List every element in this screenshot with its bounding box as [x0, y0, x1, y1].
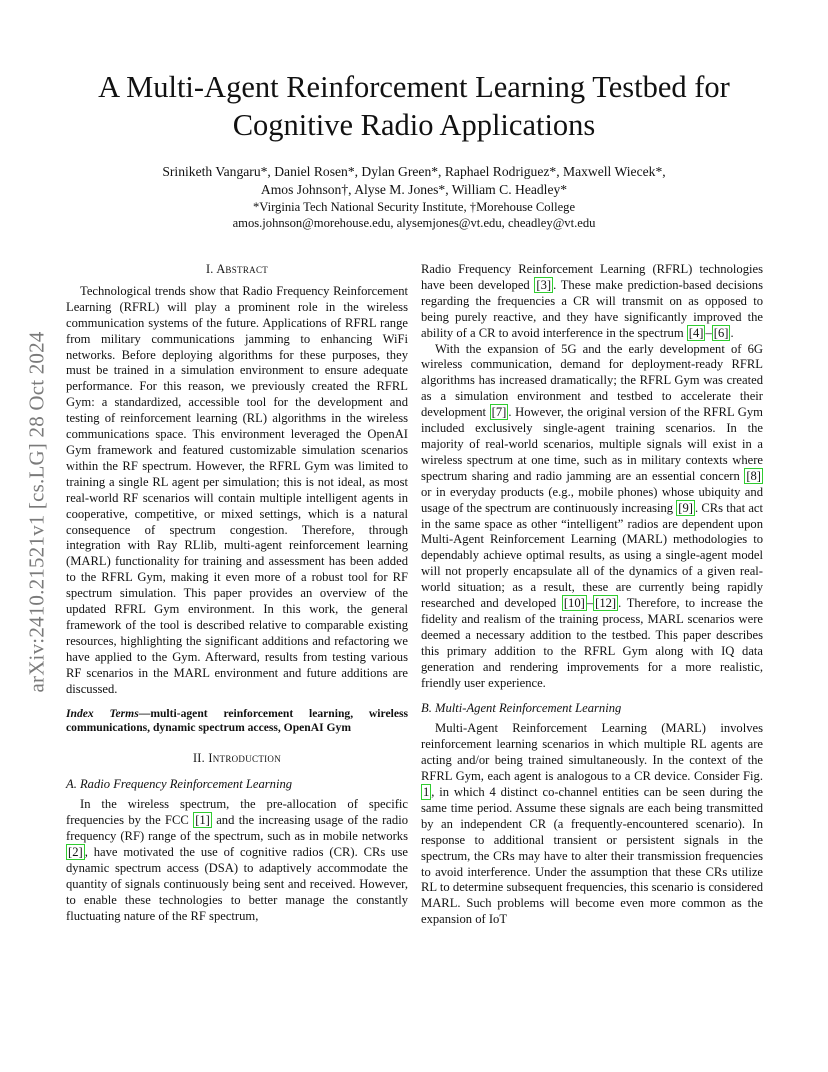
subsection-a-paragraph-1-continued: Radio Frequency Reinforcement Learning (RFRL) technologies have been developed [3] . These make prediction-based decisions regarding the frequencies a CR will transmit on as opposed to being purely reactive, and they have significantly improved the ability of a CR to avoid interference in the spectrum [4] – [6] .	[421, 262, 763, 340]
citation-link[interactable]: [9]	[678, 500, 693, 515]
subsection-a-paragraph-2: With the expansion of 5G and the early development of 6G wireless communication, demand for deployment-ready RFRL algorithms has increased dramatically; the RFRL Gym was created as a simulation environment and testbed to accelerate their development [7] . However, the original version of the RFRL Gym included exclusively single-agent training scenarios. In the majority of real-world scenarios, multiple signals will exist in a wireless spectrum at one time, such as in military contexts where spectrum sharing and radio jamming are an essential concern [8] or in everyday products (e.g., mobile phones) whose ubiquity and usage of the spectrum are continuously increasing [9] . CRs that act in the same space as other “intelligent” radios are dependent upon Multi-Agent Reinforcement Learning (MARL) methodologies to dependably achieve optimal results, as using a single-agent model will not properly encapsulate all of the dynamics of a given real-world situation; as a result, these are currently being rapidly researched and developed [10] – [12] . Therefore, to increase the fidelity and realism of the training process, MARL scenarios were deemed a necessary addition to the testbed. This paper describes this primary addition to the RFRL Gym along with IQ data generation and rendering improvements for a more realistic, friendly user experience.	[421, 341, 764, 690]
subsection-b-paragraph-1: Multi-Agent Reinforcement Learning (MARL) involves reinforcement learning scenarios in which multiple RL agents are acting and/or being trained simultaneously. In the context of the RFRL Gym, each agent is analogous to a CR device. Consider Fig. 1 , in which 4 distinct co-channel entities can be seen during the same time period. Assume these signals are each being transmitted by an independent CR (a frequently-encountered scenario). In response to additional transient or persistent signals in the spectrum, the CRs may have to alter their transmission frequencies to avoid interference. Under the assumption that these CRs utilize RL to determine subsequent frequencies, this scenario is considered MARL. Such problems will become even more common as the expansion of IoT	[421, 721, 763, 927]
citation-link[interactable]: [12]	[595, 596, 617, 611]
citation-link[interactable]: [6]	[713, 325, 729, 340]
subsection-a-heading: A. Radio Frequency Reinforcement Learning	[66, 777, 293, 792]
title-line-1: A Multi-Agent Reinforcement Learning Testbed for	[98, 70, 730, 104]
figure-link[interactable]: 1	[423, 785, 430, 799]
left-column	[66, 262, 408, 925]
subsection-a-paragraph-1: In the wireless spectrum, the pre-allocation of specific frequencies by the FCC [1] and the increasing usage of the radio frequency (RF) range of the spectrum, such as in mobile networks [2] , have motivated the use of cognitive radios (CR). CRs use dynamic spectrum access (DSA) to adaptively accommodate the quantity of signals continuously being sent and received. However, to enable these technologies to better manage the constantly fluctuating nature of the RF spectrum,	[66, 797, 408, 923]
index-terms-text: —multi-agent reinforcement learning, wireless communications, dynamic spectrum access, OpenAI Gym	[66, 707, 408, 735]
citation-link[interactable]: [1]	[195, 813, 210, 828]
paper-title	[60, 68, 768, 144]
index-terms	[66, 707, 408, 735]
abstract-heading: I. Abstract	[205, 262, 269, 276]
abstract-text: Technological trends show that Radio Frequency Reinforcement Learning (RFRL) will play a prominent role in the wireless communication systems of the future. Applications of RFRL range from military communications jamming to enhancing WiFi networks. Before deploying algorithms for these purposes, they must be trained in a simulation environment to ensure adequate performance. For this reason, we previously created the RFRL Gym: a standardized, accessible tool for the development and testing of reinforcement learning (RL) algorithms in the wireless communications space. This environment leveraged the OpenAI Gym framework and featured customizable simulation scenarios within the RF spectrum. However, the RFRL Gym was limited to training a single RL agent per simulation; this is not ideal, as most real-world RF scenarios will contain multiple intelligent agents in cooperative, competitive, or mixed settings, which is a natural consequence of spectrum congestion. Therefore, through integration with Ray RLlib, multi-agent reinforcement learning (MARL) functionality for training and assessment has been added to the RFRL Gym, making it even more of a robust tool for RF spectrum simulation. This paper provides an overview of the updated RFRL Gym environment. In this work, the general framework of the tool is described relative to comparable existing resources, highlighting the significant additions and refactoring we have applied to the Gym. Afterward, results from testing various RF scenarios in the MARL environment and future additions are discussed.	[66, 283, 408, 696]
index-terms-label: Index Terms	[66, 707, 139, 721]
introduction-heading: II. Introduction	[192, 751, 282, 766]
author-list	[90, 163, 738, 199]
citation-link[interactable]: [8]	[746, 468, 761, 483]
citation-link[interactable]: [2]	[68, 845, 83, 859]
author-emails: amos.johnson@morehouse.edu, alysemjones@vt.edu, cheadley@vt.edu	[232, 216, 596, 230]
arxiv-identifier-text: arXiv:2410.21521v1 [cs.LG] 28 Oct 2024	[24, 331, 49, 693]
authors-line-2: Amos Johnson†, Alyse M. Jones*, William C. Headley*	[260, 182, 568, 197]
citation-link[interactable]: [7]	[491, 405, 507, 420]
citation-link[interactable]: [10]	[563, 596, 585, 611]
subsection-b-heading: B. Multi-Agent Reinforcement Learning	[421, 701, 622, 716]
title-line-2: Cognitive Radio Applications	[232, 108, 596, 142]
right-column	[421, 262, 763, 928]
affiliations: *Virginia Tech National Security Institute, †Morehouse College	[252, 200, 576, 214]
arxiv-identifier	[22, 292, 52, 732]
citation-link[interactable]: [3]	[536, 277, 552, 292]
authors-line-1: Sriniketh Vangaru*, Daniel Rosen*, Dylan Green*, Raphael Rodriguez*, Maxwell Wiecek*,	[162, 164, 666, 179]
citation-link[interactable]: [4]	[688, 325, 704, 340]
